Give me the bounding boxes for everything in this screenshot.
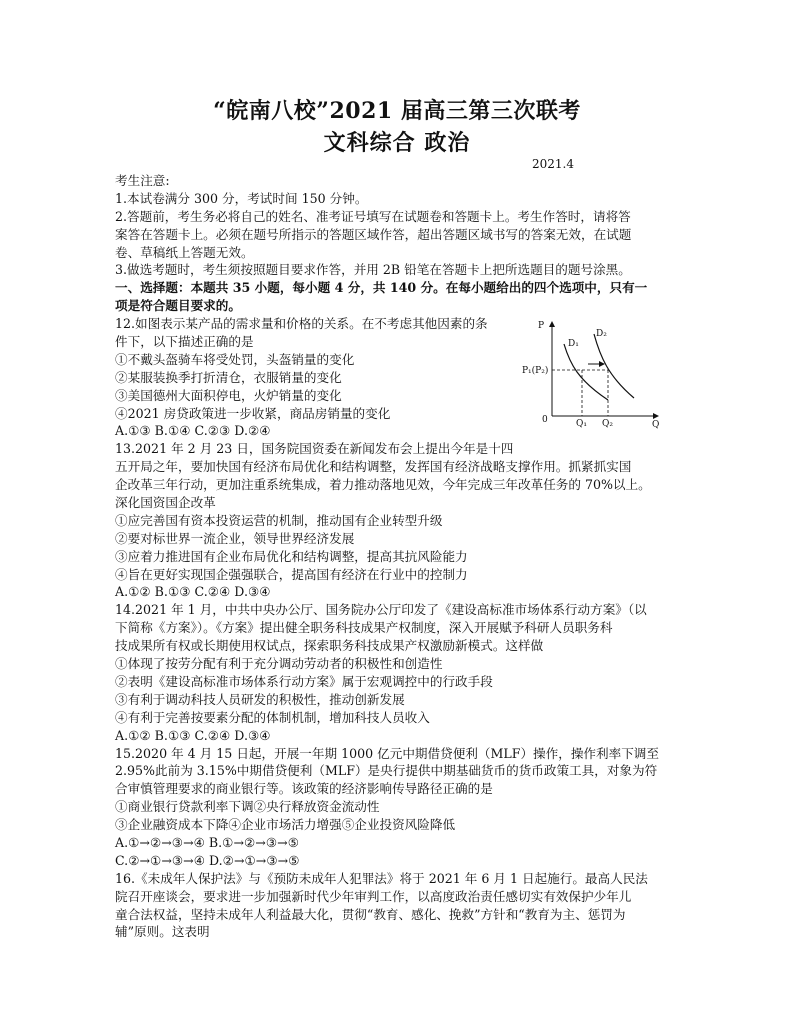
q12-stem-line-2: 件下，以下描述正确的是 <box>115 334 254 350</box>
q13-stem-line-3: 企改革三年行动，更加注重系统集成，着力推动落地见效，今年完成三年改革任务的 70%以上。 <box>115 477 651 493</box>
q14-stem-line-1: 14.2021 年 1 月，中共中央办公厅、国务院办公厅印发了《建设高标准市场体系行动方案》（以 <box>115 602 647 618</box>
q16-stem-line-1: 16.《未成年人保护法》与《预防未成年人犯罪法》将于 2021 年 6 月 1 日起施行。最高人民法 <box>115 870 648 886</box>
q1-label: Q₁ <box>576 419 587 429</box>
q16-stem-line-3: 童合法权益，坚持未成年人利益最大化，贯彻“教育、感化、挽救”方针和“教育为主、惩罚为 <box>115 906 626 922</box>
section-heading-line-2: 项是符合题目要求的。 <box>115 298 241 314</box>
q12-option-1: ①不戴头盔骑车将受处罚，头盔销量的变化 <box>115 351 355 367</box>
q13-stem-line-2: 五开局之年，要加快国有经济布局优化和结构调整，发挥国有经济战略支撑作用。抓紧抓实国 <box>115 459 632 475</box>
q14-stem-line-2: 下简称《方案》）。《方案》提出健全职务科技成果产权制度，深入开展赋予科研人员职务科 <box>115 620 613 636</box>
q14-option-4: ④有利于完善按要素分配的体制机制，增加科技人员收入 <box>115 709 430 725</box>
exam-title: “皖南八校”2021 届高三第三次联考 <box>213 98 581 124</box>
d2-label: D₂ <box>596 329 607 339</box>
demand-curve-graph <box>522 318 670 430</box>
exam-subtitle: 文科综合 政治 <box>323 130 471 156</box>
y-axis-label: P <box>538 321 545 331</box>
q16-stem-line-4: 辅”原则。这表明 <box>115 924 210 940</box>
q15-stem-line-2: 2.95%此前为 3.15%中期借贷便利（MLF）是央行提供中期基础货币的货币政策工具，对象为符 <box>115 763 658 779</box>
exam-date: 2021.4 <box>532 157 574 171</box>
q13-stem-line-4: 深化国资国企改革 <box>115 495 216 511</box>
q14-choices: A.①② B.①③ C.②④ D.③④ <box>115 727 271 743</box>
exam-body <box>115 172 690 941</box>
q12-option-3: ③美国德州大面积停电，火炉销量的变化 <box>115 387 342 403</box>
q16-stem-line-2: 院召开座谈会，要求进一步加强新时代少年审判工作，以高度政治责任感切实有效保护少年儿 <box>115 888 632 904</box>
q14-option-2: ②表明《建设高标准市场体系行动方案》属于宏观调控中的行政手段 <box>115 673 493 689</box>
q12-choices: A.①③ B.①④ C.②③ D.②④ <box>115 423 271 439</box>
notice-item-2-line-2: 案答在答题卡上。必须在题号所指示的答题区域作答，超出答题区域书写的答案无效，在试题 <box>115 226 632 242</box>
q15-stem-line-3: 合审慎管理要求的商业银行等。该政策的经济影响传导路径正确的是 <box>115 781 493 797</box>
price-label: P₁(P₂) <box>522 366 549 376</box>
q13-option-3: ③应着力推进国有企业布局优化和结构调整，提高其抗风险能力 <box>115 548 468 564</box>
notice-heading: 考生注意: <box>115 173 170 188</box>
q13-choices: A.①② B.①③ C.②④ D.③④ <box>115 584 271 600</box>
q12-option-4: ④2021 房贷政策进一步收紧，商品房销量的变化 <box>115 405 391 421</box>
q13-option-2: ②要对标世界一流企业，领导世界经济发展 <box>115 530 355 546</box>
q15-choices-cd: C.②→①→③→④ D.②→①→③→⑤ <box>115 852 300 868</box>
notice-item-3: 3.做选考题时，考生须按照题目要求作答，并用 2B 铅笔在答题卡上把所选题目的题号涂黑。 <box>115 262 631 278</box>
x-axis-label: Q <box>652 420 660 430</box>
demand-curve-d2 <box>594 334 634 398</box>
section-heading-line-1: 一、选择题：本题共 35 小题，每小题 4 分，共 140 分。在每小题给出的四个选项中，只有一 <box>115 280 648 296</box>
q15-option-2: ③企业融资成本下降④企业市场活力增强⑤企业投资风险降低 <box>115 817 456 833</box>
q15-stem-line-1: 15.2020 年 4 月 15 日起，开展一年期 1000 亿元中期借贷便利（MLF）操作，操作利率下调至 <box>115 745 659 761</box>
q13-option-4: ④旨在更好实现国企强强联合，提高国有经济在行业中的控制力 <box>115 566 468 582</box>
notice-item-2-line-1: 2.答题前，考生务必将自己的姓名、准考证号填写在试题卷和答题卡上。考生作答时，请将答 <box>115 208 631 224</box>
q14-option-3: ③有利于调动科技人员研发的积极性，推动创新发展 <box>115 691 405 707</box>
q13-stem-line-1: 13.2021 年 2 月 23 日，国务院国资委在新闻发布会上提出今年是十四 <box>115 441 514 457</box>
d1-label: D₁ <box>568 339 579 349</box>
origin-label: 0 <box>542 415 548 425</box>
q15-choices-ab: A.①→②→③→④ B.①→②→③→⑤ <box>115 834 299 850</box>
q14-stem-line-3: 技成果所有权或长期使用权试点，探索职务科技成果产权激励新模式。这样做 <box>115 638 544 654</box>
q12-stem-line-1: 12.如图表示某产品的需求量和价格的关系。在不考虑其他因素的条 <box>115 316 488 332</box>
q15-option-1: ①商业银行贷款利率下调②央行释放资金流动性 <box>115 799 380 815</box>
demand-curve-d1 <box>564 344 608 400</box>
q13-option-1: ①应完善国有资本投资运营的机制，推动国有企业转型升级 <box>115 512 443 528</box>
notice-item-2-line-3: 卷、草稿纸上答题无效。 <box>115 244 254 260</box>
q14-option-1: ①体现了按劳分配有利于充分调动劳动者的积极性和创造性 <box>115 656 443 672</box>
q12-option-2: ②某服装换季打折清仓，衣服销量的变化 <box>115 369 342 385</box>
notice-item-1: 1.本试卷满分 300 分，考试时间 150 分钟。 <box>115 190 368 206</box>
q2-label: Q₂ <box>602 419 613 429</box>
